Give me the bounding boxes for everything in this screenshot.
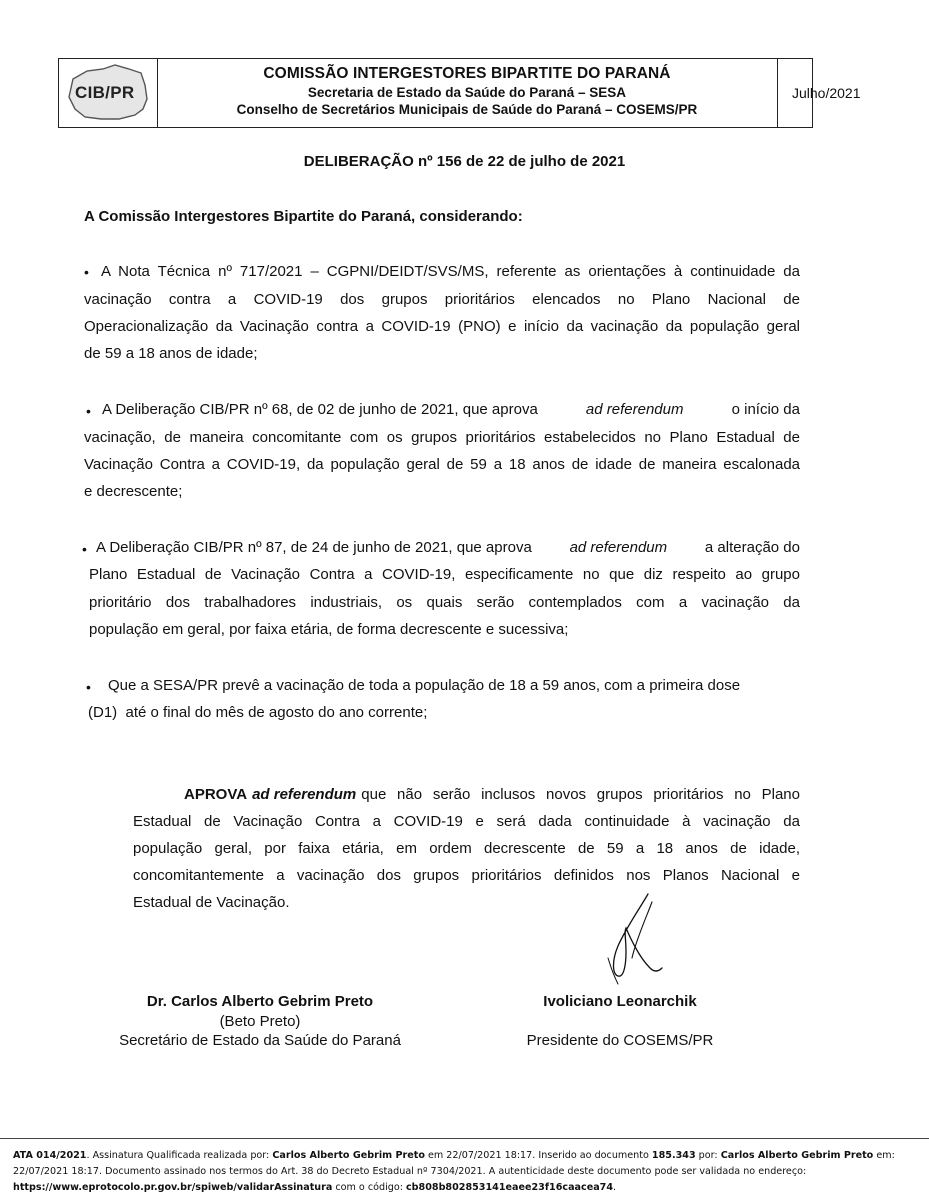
bullet-1-line-3: Operacionalização da Vacinação contra a COVID-19 (PNO) e início da vacinação da população geral bbox=[84, 318, 800, 335]
signature-right-name: Ivoliciano Leonarchik bbox=[543, 993, 697, 1010]
footer-text-5: 22/07/2021 18:17. Documento assinado nos termos do Art. 38 do Decreto Estadual nº 7304/2021. A autenticidade deste documento pode ser validada no endereço: bbox=[13, 1166, 807, 1177]
header-date-cell bbox=[777, 59, 873, 127]
bullet-1-line-4: de 59 a 18 anos de idade; bbox=[84, 345, 258, 362]
footer-signer-2: Carlos Alberto Gebrim Preto bbox=[720, 1150, 874, 1161]
aprova-ad-referendum: ad referendum bbox=[252, 786, 357, 803]
footer-text-6: com o código: bbox=[332, 1182, 406, 1193]
signature-left-role: Secretário de Estado da Saúde do Paraná bbox=[119, 1032, 401, 1049]
intro-text: A Comissão Intergestores Bipartite do Paraná, considerando: bbox=[84, 208, 523, 225]
bullet-2-text-c: o início da bbox=[731, 401, 800, 418]
bullet-3-line-1 bbox=[96, 534, 800, 562]
footer-validation-url[interactable]: https://www.eprotocolo.pr.gov.br/spiweb/validarAssinatura bbox=[13, 1182, 333, 1193]
bullet-2-line-2: vacinação, de maneira concomitante com os grupos prioritários estabelecidos no Plano Estadual de bbox=[84, 429, 800, 446]
bullet-2-line-1 bbox=[102, 396, 800, 424]
footer-signer-1: Carlos Alberto Gebrim Preto bbox=[272, 1150, 425, 1161]
document-header bbox=[58, 58, 861, 128]
header-date: Julho/2021 bbox=[792, 85, 861, 101]
bullet-3-line-4: população em geral, por faixa etária, de forma decrescente e sucessiva; bbox=[89, 621, 569, 638]
bullet-3-line-2: Plano Estadual de Vacinação Contra a COVID-19, especificamente no que diz respeito ao grupo bbox=[89, 566, 800, 583]
bullet-3-text-a: A Deliberação CIB/PR nº 87, de 24 de junho de 2021, que aprova bbox=[96, 539, 532, 556]
footer-text-3: por: bbox=[695, 1150, 721, 1161]
bullet-2-line-4: e decrescente; bbox=[84, 483, 183, 500]
footer-text-2: em 22/07/2021 18:17. Inserido ao documento bbox=[424, 1150, 652, 1161]
aprova-line-5: Estadual de Vacinação. bbox=[133, 894, 290, 911]
bullet-2-symbol: • bbox=[86, 403, 91, 419]
bullet-3-ad-referendum: ad referendum bbox=[569, 539, 668, 556]
logo-text: CIB/PR bbox=[75, 83, 135, 102]
footer-validation-code: cb808b802853141eaee23f16caacea74 bbox=[405, 1182, 614, 1193]
aprova-line-4: concomitantemente a vacinação dos grupos prioritários definidos nos Planos Nacional e bbox=[133, 867, 800, 884]
header-subtitle-cosems: Conselho de Secretários Municipais de Saúde do Paraná – COSEMS/PR bbox=[236, 102, 698, 117]
bullet-1-line-1: A Nota Técnica nº 717/2021 – CGPNI/DEIDT/SVS/MS, referente as orientações à continuidade da bbox=[101, 263, 800, 280]
signature-right-role: Presidente do COSEMS/PR bbox=[526, 1032, 714, 1049]
aprova-line-3: população geral, por faixa etária, em ordem decrescente de 59 a 18 anos de idade, bbox=[133, 840, 800, 857]
aprova-keyword: APROVA bbox=[184, 786, 248, 803]
validation-footer bbox=[0, 1138, 929, 1200]
header-subtitle-sesa: Secretaria de Estado da Saúde do Paraná – SESA bbox=[307, 85, 627, 100]
footer-doc-number: 185.343 bbox=[651, 1150, 696, 1161]
bullet-4-line-1: Que a SESA/PR prevê a vacinação de toda a população de 18 a 59 anos, com a primeira dose bbox=[108, 677, 741, 694]
bullet-1-line-2: vacinação contra a COVID-19 dos grupos prioritários elencados no Plano Nacional de bbox=[84, 291, 800, 308]
bullet-1-symbol: • bbox=[84, 264, 89, 280]
footer-text-7: . bbox=[613, 1182, 617, 1193]
bullet-2-text-a: A Deliberação CIB/PR nº 68, de 02 de junho de 2021, que aprova bbox=[102, 401, 538, 418]
aprova-line-1 bbox=[184, 781, 800, 809]
footer-text-1: . Assinatura Qualificada realizada por: bbox=[86, 1150, 273, 1161]
bullet-3-symbol: • bbox=[82, 541, 87, 557]
bullet-4-symbol: • bbox=[86, 679, 91, 695]
handwritten-signature bbox=[596, 888, 676, 988]
signature-left-name: Dr. Carlos Alberto Gebrim Preto bbox=[146, 993, 374, 1010]
signature-left-alias: (Beto Preto) bbox=[219, 1013, 301, 1030]
aprova-line-2: Estadual de Vacinação Contra a COVID-19 e será dada continuidade à vacinação da bbox=[133, 813, 800, 830]
bullet-2-ad-referendum: ad referendum bbox=[585, 401, 684, 418]
bullet-3-line-3: prioritário dos trabalhadores industriais, os quais serão contemplados com a vacinação da bbox=[89, 594, 800, 611]
footer-ata: ATA 014/2021 bbox=[13, 1150, 87, 1161]
footer-text-4: em: bbox=[873, 1150, 895, 1161]
header-titles bbox=[157, 59, 777, 127]
footer-text bbox=[13, 1148, 913, 1196]
deliberation-title: DELIBERAÇÃO nº 156 de 22 de julho de 2021 bbox=[303, 153, 626, 170]
cib-pr-logo bbox=[59, 59, 158, 127]
header-title: COMISSÃO INTERGESTORES BIPARTITE DO PARANÁ bbox=[263, 65, 671, 82]
bullet-2-line-3: Vacinação Contra a COVID-19, da população geral de 59 a 18 anos de idade de maneira escalonada bbox=[84, 456, 800, 473]
bullet-3-text-c: a alteração do bbox=[704, 539, 800, 556]
bullet-4-line-2: (D1) até o final do mês de agosto do ano corrente; bbox=[88, 704, 428, 721]
aprova-text-1: que não serão inclusos novos grupos prioritários no Plano bbox=[361, 786, 800, 803]
